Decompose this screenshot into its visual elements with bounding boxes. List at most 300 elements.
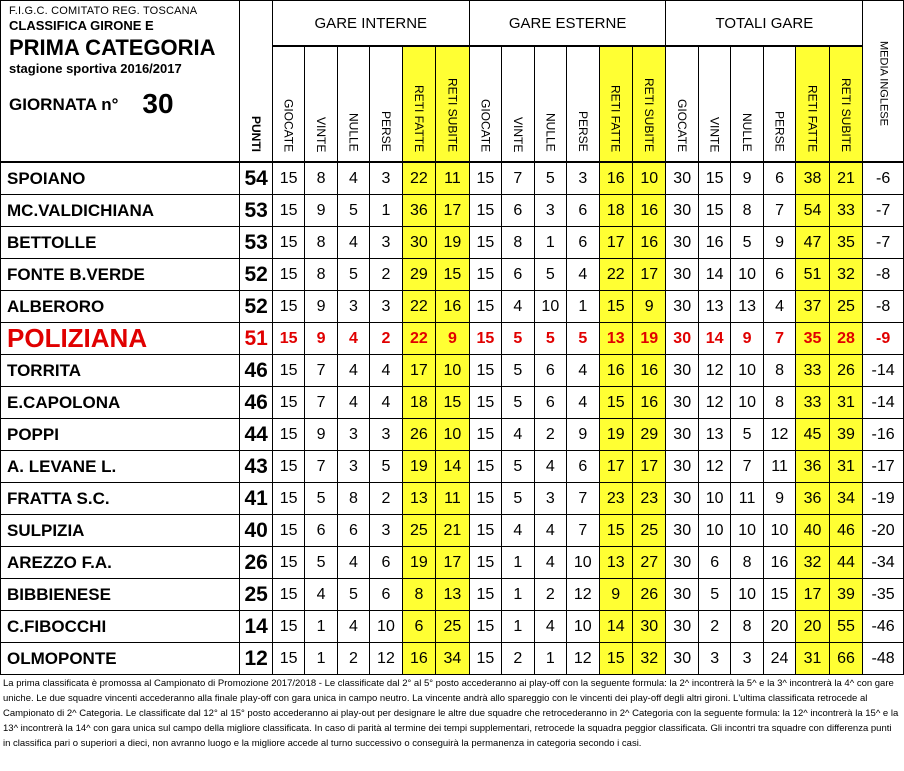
- stat-a-won: 1: [502, 611, 534, 643]
- stat-t-lost: 9: [763, 227, 795, 259]
- stat-a-goals-against: 16: [632, 227, 666, 259]
- stat-h-goals-against: 21: [436, 515, 470, 547]
- stat-h-drawn: 4: [337, 355, 369, 387]
- stat-h-drawn: 4: [337, 162, 369, 195]
- stat-a-goals-against: 19: [632, 323, 666, 355]
- stat-t-drawn: 8: [731, 547, 763, 579]
- table-row: [1, 547, 904, 579]
- stat-h-goals-against: 13: [436, 579, 470, 611]
- stat-h-lost: 4: [370, 387, 402, 419]
- stat-h-lost: 2: [370, 259, 402, 291]
- stat-t-drawn: 7: [731, 451, 763, 483]
- table-row: [1, 162, 904, 195]
- stat-a-lost: 6: [567, 227, 599, 259]
- team-name: POLIZIANA: [1, 323, 240, 355]
- table-row: [1, 515, 904, 547]
- stat-a-goals-for: 14: [599, 611, 632, 643]
- stat-h-played: 15: [272, 195, 304, 227]
- stat-t-goals-for: 38: [796, 162, 829, 195]
- stat-t-lost: 8: [763, 355, 795, 387]
- media-inglese: -7: [863, 227, 904, 259]
- stat-t-won: 6: [698, 547, 730, 579]
- team-points: 46: [240, 355, 272, 387]
- stat-a-lost: 7: [567, 483, 599, 515]
- stat-h-goals-against: 17: [436, 547, 470, 579]
- team-name: C.FIBOCCHI: [1, 611, 240, 643]
- stat-h-won: 8: [305, 259, 337, 291]
- stat-h-played: 15: [272, 291, 304, 323]
- stat-t-lost: 7: [763, 195, 795, 227]
- stat-h-lost: 10: [370, 611, 402, 643]
- stat-t-drawn: 9: [731, 162, 763, 195]
- stat-t-played: 30: [666, 643, 698, 675]
- stat-h-drawn: 3: [337, 451, 369, 483]
- team-points: 12: [240, 643, 272, 675]
- stat-h-won: 9: [305, 195, 337, 227]
- stat-a-goals-against: 17: [632, 259, 666, 291]
- stat-t-goals-for: 47: [796, 227, 829, 259]
- stat-t-goals-against: 31: [829, 387, 862, 419]
- stat-t-goals-for: 17: [796, 579, 829, 611]
- stat-a-goals-against: 16: [632, 387, 666, 419]
- stat-a-drawn: 4: [534, 515, 566, 547]
- stat-a-won: 4: [502, 419, 534, 451]
- stat-h-played: 15: [272, 515, 304, 547]
- stat-a-goals-for: 15: [599, 515, 632, 547]
- col-media: MEDIA INGLESE: [863, 1, 904, 163]
- stat-a-lost: 4: [567, 387, 599, 419]
- stat-t-played: 30: [666, 579, 698, 611]
- stat-t-goals-for: 36: [796, 451, 829, 483]
- stat-t-goals-for: 51: [796, 259, 829, 291]
- team-points: 25: [240, 579, 272, 611]
- category-label: PRIMA CATEGORIA: [9, 35, 216, 60]
- team-name: ALBERORO: [1, 291, 240, 323]
- stat-h-lost: 1: [370, 195, 402, 227]
- table-row: [1, 451, 904, 483]
- table-row: [1, 387, 904, 419]
- col-total-goals-against: RETI SUBITE: [829, 46, 862, 162]
- col-total-won: VINTE: [698, 46, 730, 162]
- federation-label: F.I.G.C. COMITATO REG. TOSCANA: [9, 5, 198, 17]
- table-row: [1, 611, 904, 643]
- team-name: BETTOLLE: [1, 227, 240, 259]
- stat-a-won: 5: [502, 451, 534, 483]
- team-points: 41: [240, 483, 272, 515]
- stat-h-goals-against: 16: [436, 291, 470, 323]
- team-name: E.CAPOLONA: [1, 387, 240, 419]
- stat-t-goals-for: 40: [796, 515, 829, 547]
- stat-h-goals-against: 9: [436, 323, 470, 355]
- col-away-drawn: NULLE: [534, 46, 566, 162]
- stat-h-goals-for: 17: [402, 355, 435, 387]
- team-name: FRATTA S.C.: [1, 483, 240, 515]
- team-points: 52: [240, 291, 272, 323]
- stat-t-played: 30: [666, 162, 698, 195]
- stat-t-drawn: 5: [731, 419, 763, 451]
- col-away-won: VINTE: [502, 46, 534, 162]
- stat-h-goals-against: 34: [436, 643, 470, 675]
- stat-h-played: 15: [272, 643, 304, 675]
- stat-h-won: 7: [305, 355, 337, 387]
- stat-h-goals-against: 11: [436, 162, 470, 195]
- stat-h-won: 8: [305, 227, 337, 259]
- stat-h-drawn: 3: [337, 291, 369, 323]
- stat-h-goals-against: 10: [436, 355, 470, 387]
- stat-a-goals-for: 15: [599, 291, 632, 323]
- stat-h-won: 1: [305, 611, 337, 643]
- stat-h-played: 15: [272, 419, 304, 451]
- stat-t-played: 30: [666, 323, 698, 355]
- stat-t-goals-against: 31: [829, 451, 862, 483]
- stat-h-drawn: 5: [337, 579, 369, 611]
- stat-h-goals-for: 29: [402, 259, 435, 291]
- stat-t-drawn: 10: [731, 387, 763, 419]
- media-inglese: -6: [863, 162, 904, 195]
- col-home-goals-against: RETI SUBITE: [436, 46, 470, 162]
- col-away-goals-for: RETI FATTE: [599, 46, 632, 162]
- table-header-title: [1, 1, 240, 163]
- stat-t-goals-against: 39: [829, 419, 862, 451]
- stat-t-won: 12: [698, 387, 730, 419]
- media-inglese: -8: [863, 259, 904, 291]
- stat-h-won: 4: [305, 579, 337, 611]
- media-inglese: -16: [863, 419, 904, 451]
- stat-h-lost: 3: [370, 162, 402, 195]
- table-row: [1, 259, 904, 291]
- stat-h-goals-for: 26: [402, 419, 435, 451]
- stat-t-drawn: 10: [731, 259, 763, 291]
- stat-h-lost: 12: [370, 643, 402, 675]
- stat-a-lost: 4: [567, 259, 599, 291]
- stat-h-goals-for: 22: [402, 323, 435, 355]
- stat-a-drawn: 6: [534, 355, 566, 387]
- group-totals: TOTALI GARE: [666, 1, 863, 47]
- stat-h-played: 15: [272, 259, 304, 291]
- stat-a-goals-for: 17: [599, 451, 632, 483]
- stat-a-lost: 3: [567, 162, 599, 195]
- stat-t-played: 30: [666, 387, 698, 419]
- stat-a-drawn: 4: [534, 451, 566, 483]
- stat-a-drawn: 1: [534, 227, 566, 259]
- stat-t-goals-against: 35: [829, 227, 862, 259]
- stat-a-drawn: 5: [534, 162, 566, 195]
- team-points: 43: [240, 451, 272, 483]
- stat-t-won: 15: [698, 195, 730, 227]
- col-home-won: VINTE: [305, 46, 337, 162]
- stat-t-lost: 6: [763, 162, 795, 195]
- stat-h-drawn: 5: [337, 195, 369, 227]
- stat-a-played: 15: [469, 195, 501, 227]
- table-row: [1, 291, 904, 323]
- footnote: La prima classificata è promossa al Campionato di Promozione 2017/2018 - Le classificate dal 2° al 5° posto accederanno ai play-off con la seguente formula: la 2^ incontrerà la 5^ e la 3^ incontrerà la 4^ con gare uniche. Le due squadre vincenti accederanno alla finale play-off con gara unica in campo neutro. La vincente andrà allo spareggio con le vincenti dei play-off degli altri gironi. L'ultima classificata retrocede al Campionato di 2^ Categoria. Le classificate dal 12° al 15° posto accederanno ai play-out per designare le altre due squadre che retrocederanno in 2^ Categoria con la seguente formula: la 12^ incontrerà la 15^ e la 13^ incontrerà la 14^ con gara unica sul campo della migliore classificata. In caso di parità al termine dei tempi supplementari, retrocede la squadra peggior classificata. Gli incontri tra squadre con differenza punti in classifica pari o superiori a dieci, non avranno luogo e la migliore accede al turno successivo o conseguirà la permanenza in categoria secondo i casi.: [3, 678, 899, 749]
- team-name: SULPIZIA: [1, 515, 240, 547]
- media-inglese: -19: [863, 483, 904, 515]
- stat-a-played: 15: [469, 483, 501, 515]
- col-total-lost: PERSE: [763, 46, 795, 162]
- stat-t-played: 30: [666, 195, 698, 227]
- stat-t-goals-against: 39: [829, 579, 862, 611]
- group-label: CLASSIFICA GIRONE E: [9, 18, 154, 33]
- stat-h-goals-for: 16: [402, 643, 435, 675]
- col-away-lost: PERSE: [567, 46, 599, 162]
- stat-a-won: 5: [502, 387, 534, 419]
- stat-t-lost: 12: [763, 419, 795, 451]
- table-row: [1, 419, 904, 451]
- stat-t-played: 30: [666, 483, 698, 515]
- stat-t-played: 30: [666, 259, 698, 291]
- stat-t-lost: 6: [763, 259, 795, 291]
- stat-a-lost: 6: [567, 195, 599, 227]
- col-home-goals-for: RETI FATTE: [402, 46, 435, 162]
- stat-t-lost: 10: [763, 515, 795, 547]
- table-row: [1, 643, 904, 675]
- stat-a-played: 15: [469, 291, 501, 323]
- team-name: MC.VALDICHIANA: [1, 195, 240, 227]
- stat-a-won: 5: [502, 323, 534, 355]
- stat-h-goals-for: 25: [402, 515, 435, 547]
- stat-a-goals-against: 26: [632, 579, 666, 611]
- stat-t-goals-against: 46: [829, 515, 862, 547]
- stat-h-drawn: 4: [337, 227, 369, 259]
- col-total-played: GIOCATE: [666, 46, 698, 162]
- stat-h-lost: 2: [370, 323, 402, 355]
- stat-t-lost: 24: [763, 643, 795, 675]
- stat-t-goals-against: 33: [829, 195, 862, 227]
- stat-t-lost: 9: [763, 483, 795, 515]
- team-name: OLMOPONTE: [1, 643, 240, 675]
- stat-h-goals-against: 15: [436, 387, 470, 419]
- stat-a-played: 15: [469, 387, 501, 419]
- stat-t-drawn: 3: [731, 643, 763, 675]
- stat-a-won: 4: [502, 515, 534, 547]
- stat-t-drawn: 13: [731, 291, 763, 323]
- stat-t-won: 15: [698, 162, 730, 195]
- stat-t-lost: 15: [763, 579, 795, 611]
- team-points: 52: [240, 259, 272, 291]
- stat-t-won: 14: [698, 259, 730, 291]
- stat-h-drawn: 5: [337, 259, 369, 291]
- stat-h-goals-for: 18: [402, 387, 435, 419]
- stat-t-goals-against: 34: [829, 483, 862, 515]
- stat-h-played: 15: [272, 323, 304, 355]
- stat-a-played: 15: [469, 259, 501, 291]
- team-points: 26: [240, 547, 272, 579]
- stat-a-played: 15: [469, 547, 501, 579]
- media-inglese: -48: [863, 643, 904, 675]
- stat-h-goals-for: 6: [402, 611, 435, 643]
- stat-a-goals-against: 25: [632, 515, 666, 547]
- stat-a-won: 1: [502, 547, 534, 579]
- media-inglese: -17: [863, 451, 904, 483]
- stat-t-played: 30: [666, 611, 698, 643]
- team-points: 40: [240, 515, 272, 547]
- stat-h-played: 15: [272, 387, 304, 419]
- stat-h-goals-for: 30: [402, 227, 435, 259]
- stat-h-drawn: 4: [337, 323, 369, 355]
- stat-h-won: 9: [305, 419, 337, 451]
- stat-a-goals-against: 23: [632, 483, 666, 515]
- stat-a-goals-for: 22: [599, 259, 632, 291]
- stat-t-goals-against: 25: [829, 291, 862, 323]
- stat-a-played: 15: [469, 419, 501, 451]
- stat-h-lost: 5: [370, 451, 402, 483]
- table-row: [1, 483, 904, 515]
- stat-h-goals-against: 11: [436, 483, 470, 515]
- team-points: 54: [240, 162, 272, 195]
- team-points: 51: [240, 323, 272, 355]
- team-name: SPOIANO: [1, 162, 240, 195]
- stat-t-played: 30: [666, 515, 698, 547]
- stat-t-won: 13: [698, 291, 730, 323]
- stat-t-goals-against: 28: [829, 323, 862, 355]
- media-inglese: -20: [863, 515, 904, 547]
- stat-t-played: 30: [666, 451, 698, 483]
- team-points: 53: [240, 195, 272, 227]
- stat-h-goals-against: 25: [436, 611, 470, 643]
- table-row: [1, 195, 904, 227]
- stat-a-goals-for: 19: [599, 419, 632, 451]
- stat-t-won: 10: [698, 515, 730, 547]
- stat-a-lost: 12: [567, 643, 599, 675]
- col-home-drawn: NULLE: [337, 46, 369, 162]
- stat-a-drawn: 6: [534, 387, 566, 419]
- col-home-lost: PERSE: [370, 46, 402, 162]
- stat-t-goals-for: 37: [796, 291, 829, 323]
- stat-t-won: 13: [698, 419, 730, 451]
- stat-a-played: 15: [469, 162, 501, 195]
- team-points: 44: [240, 419, 272, 451]
- stat-t-won: 3: [698, 643, 730, 675]
- stat-t-drawn: 8: [731, 195, 763, 227]
- stat-t-lost: 11: [763, 451, 795, 483]
- stat-h-played: 15: [272, 611, 304, 643]
- stat-h-played: 15: [272, 355, 304, 387]
- stat-a-won: 5: [502, 355, 534, 387]
- stat-t-played: 30: [666, 419, 698, 451]
- stat-t-won: 5: [698, 579, 730, 611]
- stat-h-goals-for: 22: [402, 291, 435, 323]
- stat-h-won: 5: [305, 483, 337, 515]
- table-row: [1, 227, 904, 259]
- stat-h-goals-for: 22: [402, 162, 435, 195]
- stat-a-played: 15: [469, 515, 501, 547]
- table-row: [1, 323, 904, 355]
- stat-h-drawn: 8: [337, 483, 369, 515]
- stat-t-goals-against: 26: [829, 355, 862, 387]
- team-name: AREZZO F.A.: [1, 547, 240, 579]
- stat-h-played: 15: [272, 579, 304, 611]
- stat-h-drawn: 3: [337, 419, 369, 451]
- stat-a-played: 15: [469, 611, 501, 643]
- stat-a-played: 15: [469, 579, 501, 611]
- stat-a-won: 6: [502, 195, 534, 227]
- stat-a-drawn: 5: [534, 259, 566, 291]
- stat-t-goals-for: 54: [796, 195, 829, 227]
- media-inglese: -35: [863, 579, 904, 611]
- stat-t-goals-for: 33: [796, 355, 829, 387]
- stat-a-lost: 10: [567, 611, 599, 643]
- stat-h-drawn: 2: [337, 643, 369, 675]
- stat-t-goals-for: 45: [796, 419, 829, 451]
- stat-a-goals-against: 30: [632, 611, 666, 643]
- group-internal: GARE INTERNE: [272, 1, 469, 47]
- stat-a-drawn: 10: [534, 291, 566, 323]
- stat-a-goals-against: 29: [632, 419, 666, 451]
- stat-a-drawn: 4: [534, 547, 566, 579]
- stat-h-lost: 2: [370, 483, 402, 515]
- stat-a-won: 2: [502, 643, 534, 675]
- media-inglese: -9: [863, 323, 904, 355]
- stat-h-lost: 3: [370, 291, 402, 323]
- stat-t-won: 12: [698, 355, 730, 387]
- stat-t-drawn: 5: [731, 227, 763, 259]
- stat-a-goals-for: 13: [599, 323, 632, 355]
- stat-a-goals-for: 15: [599, 387, 632, 419]
- stat-a-won: 7: [502, 162, 534, 195]
- media-inglese: -7: [863, 195, 904, 227]
- group-external: GARE ESTERNE: [469, 1, 666, 47]
- stat-t-goals-for: 31: [796, 643, 829, 675]
- stat-t-goals-for: 32: [796, 547, 829, 579]
- stat-t-drawn: 10: [731, 515, 763, 547]
- stat-a-drawn: 2: [534, 419, 566, 451]
- stat-a-played: 15: [469, 323, 501, 355]
- stat-a-goals-against: 10: [632, 162, 666, 195]
- team-name: FONTE B.VERDE: [1, 259, 240, 291]
- col-total-goals-for: RETI FATTE: [796, 46, 829, 162]
- stat-a-lost: 12: [567, 579, 599, 611]
- stat-t-goals-against: 55: [829, 611, 862, 643]
- stat-a-goals-against: 32: [632, 643, 666, 675]
- stat-a-lost: 1: [567, 291, 599, 323]
- stat-a-lost: 7: [567, 515, 599, 547]
- stat-a-won: 8: [502, 227, 534, 259]
- stat-t-goals-against: 66: [829, 643, 862, 675]
- stat-h-played: 15: [272, 483, 304, 515]
- stat-a-played: 15: [469, 227, 501, 259]
- stat-t-lost: 16: [763, 547, 795, 579]
- stat-a-goals-for: 17: [599, 227, 632, 259]
- stat-h-played: 15: [272, 227, 304, 259]
- stat-t-lost: 8: [763, 387, 795, 419]
- stat-h-lost: 3: [370, 515, 402, 547]
- stat-a-goals-against: 9: [632, 291, 666, 323]
- stat-h-goals-against: 10: [436, 419, 470, 451]
- table-row: [1, 355, 904, 387]
- stat-a-drawn: 4: [534, 611, 566, 643]
- col-total-drawn: NULLE: [731, 46, 763, 162]
- stat-a-drawn: 5: [534, 323, 566, 355]
- stat-h-won: 8: [305, 162, 337, 195]
- stat-h-lost: 6: [370, 579, 402, 611]
- stat-a-goals-against: 17: [632, 451, 666, 483]
- stat-h-won: 9: [305, 323, 337, 355]
- col-home-played: GIOCATE: [272, 46, 304, 162]
- stat-a-goals-against: 16: [632, 195, 666, 227]
- stat-h-won: 1: [305, 643, 337, 675]
- team-name: TORRITA: [1, 355, 240, 387]
- stat-h-played: 15: [272, 162, 304, 195]
- stat-h-goals-for: 36: [402, 195, 435, 227]
- team-points: 46: [240, 387, 272, 419]
- stat-t-goals-for: 36: [796, 483, 829, 515]
- col-points: PUNTI: [240, 1, 272, 163]
- season-label: stagione sportiva 2016/2017: [9, 61, 182, 76]
- stat-h-played: 15: [272, 547, 304, 579]
- stat-t-played: 30: [666, 547, 698, 579]
- team-name: A. LEVANE L.: [1, 451, 240, 483]
